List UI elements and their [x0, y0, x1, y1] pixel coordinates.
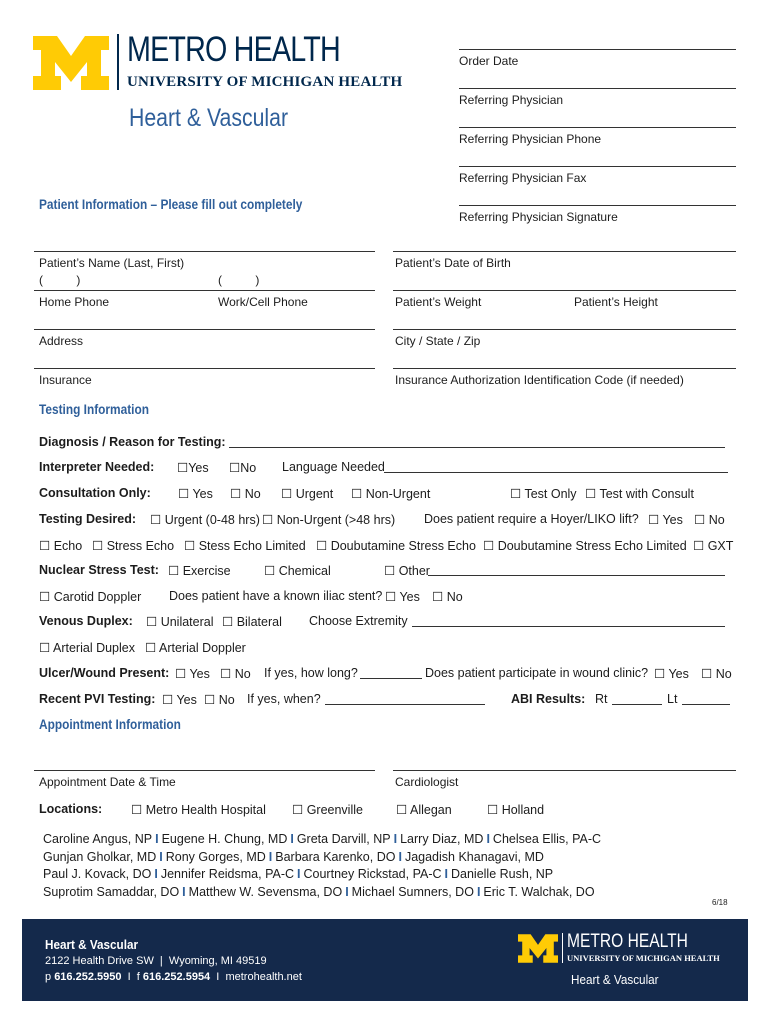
order-date-label: Order Date [459, 54, 519, 68]
when-label: If yes, when? [247, 692, 321, 706]
referring-physician-label: Referring Physician [459, 93, 564, 107]
insurance-label: Insurance [39, 373, 92, 387]
ulcer-yes-checkbox[interactable]: ☐ Yes [175, 667, 210, 681]
provider-name: Gunjan Gholkar, MD [43, 849, 157, 864]
provider-name: Caroline Angus, NP [43, 832, 153, 846]
language-field[interactable] [384, 460, 728, 473]
hoyer-no-checkbox[interactable]: ☐ No [694, 513, 725, 527]
loc-metro-checkbox[interactable]: ☐ Metro Health Hospital [131, 803, 266, 817]
provider-name: Courtney Rickstad, PA-C [303, 867, 442, 881]
test-only-checkbox[interactable]: ☐ Test Only [510, 487, 577, 501]
loc-holland-checkbox[interactable]: ☐ Holland [487, 803, 545, 817]
gxt-label: GXT [707, 539, 734, 553]
iliac-no-label: No [446, 590, 463, 604]
home-phone-label: Home Phone [39, 295, 110, 309]
footer-dept: Heart & Vascular [45, 937, 139, 952]
interpreter-yes-label: Yes [188, 461, 209, 475]
bilateral-label: Bilateral [236, 615, 282, 629]
doubutamine-limited-label: Doubutamine Stress Echo Limited [497, 539, 687, 553]
providers-row: Gunjan Gholkar, MD I Rony Gorges, MD I Barbara Karenko, DO I Jagadish Khanagavi, MD [43, 849, 544, 864]
exercise-checkbox[interactable]: ☐ Exercise [168, 564, 231, 578]
venous-label: Venous Duplex: [39, 614, 133, 628]
wound-no-label: No [715, 667, 732, 681]
urgent-48-label: Urgent (0-48 hrs) [164, 513, 260, 527]
work-phone-label: Work/Cell Phone [218, 295, 308, 309]
gxt-checkbox[interactable]: ☐ GXT [693, 539, 734, 553]
website-link[interactable]: metrohealth.net [225, 971, 302, 983]
provider-name: Danielle Rush, NP [451, 867, 554, 881]
provider-name: Greta Darvill, NP [296, 832, 391, 846]
patient-name-label: Patient’s Name (Last, First) [39, 256, 185, 270]
hoyer-no-label: No [708, 513, 725, 527]
footer-logo [518, 932, 738, 997]
consultation-yes-label: Yes [192, 487, 213, 501]
stess-echo-limited-checkbox[interactable]: ☐ Stess Echo Limited [184, 539, 306, 553]
city-state-zip-label: City / State / Zip [395, 334, 481, 348]
logo-subtitle: UNIVERSITY OF MICHIGAN HEALTH [127, 74, 403, 90]
testing-section-title: Testing Information [39, 402, 149, 417]
hoyer-question: Does patient require a Hoyer/LIKO lift? [424, 512, 639, 526]
iliac-yes-label: Yes [399, 590, 420, 604]
home-phone-paren: ( ) [39, 273, 81, 287]
consultation-no-label: No [244, 487, 261, 501]
provider-name: Paul J. Kovack, DO [43, 867, 152, 881]
phone-number: 616.252.5950 [54, 971, 122, 983]
wound-no-checkbox[interactable]: ☐ No [701, 667, 732, 681]
test-with-consult-label: Test with Consult [599, 487, 694, 501]
arterial-duplex-label: Arterial Duplex [53, 641, 135, 655]
loc-greenville-label: Greenville [306, 803, 363, 817]
footer [22, 919, 748, 1001]
echo-label: Echo [53, 539, 83, 553]
pvi-yes-label: Yes [176, 693, 197, 707]
diagnosis-label: Diagnosis / Reason for Testing: [39, 435, 226, 449]
abi-label: ABI Results: [511, 692, 586, 706]
carotid-label: Carotid Doppler [53, 590, 142, 604]
stress-echo-checkbox[interactable]: ☐ Stress Echo [92, 539, 175, 553]
language-label: Language Needed [282, 460, 385, 474]
pvi-label: Recent PVI Testing: [39, 692, 156, 706]
arterial-doppler-checkbox[interactable]: ☐ Arterial Doppler [145, 641, 246, 655]
provider-name: Jagadish Khanagavi, MD [404, 849, 544, 864]
iliac-question: Does patient have a known iliac stent? [169, 589, 383, 603]
unilateral-label: Unilateral [160, 615, 214, 629]
provider-name: Chelsea Ellis, PA-C [492, 832, 602, 846]
stess-echo-limited-label: Stess Echo Limited [198, 539, 306, 553]
footer-address: 2122 Health Drive SW | Wyoming, MI 49519 [45, 955, 267, 967]
abi-rt-label: Rt [595, 692, 608, 706]
extremity-label: Choose Extremity [309, 614, 408, 628]
consultation-no-checkbox[interactable]: ☐ No [230, 487, 261, 501]
provider-name: Eric T. Walchak, DO [483, 884, 595, 899]
iliac-no-checkbox[interactable]: ☐ No [432, 590, 463, 604]
ulcer-no-label: No [234, 667, 251, 681]
when-field[interactable] [325, 692, 485, 705]
footer-logo-dept: Heart & Vascular [571, 972, 659, 987]
loc-holland-label: Holland [501, 803, 545, 817]
referring-physician-fax-label: Referring Physician Fax [459, 171, 587, 185]
chemical-label: Chemical [278, 564, 331, 578]
urgent-48-checkbox[interactable]: ☐ Urgent (0-48 hrs) [150, 513, 260, 527]
doubutamine-limited-checkbox[interactable]: ☐ Doubutamine Stress Echo Limited [483, 539, 687, 553]
patient-section-title: Patient Information – Please fill out completely [39, 197, 303, 212]
wound-yes-checkbox[interactable]: ☐ Yes [654, 667, 689, 681]
exercise-label: Exercise [182, 564, 231, 578]
abi-lt-label: Lt [667, 692, 678, 706]
bilateral-checkbox[interactable]: ☐ Bilateral [222, 615, 282, 629]
doubutamine-checkbox[interactable]: ☐ Doubutamine Stress Echo [316, 539, 476, 553]
loc-allegan-label: Allegan [410, 803, 452, 817]
testing-desired-label: Testing Desired: [39, 512, 137, 526]
address-label: Address [39, 334, 84, 348]
metro-health-logo [33, 30, 423, 94]
interpreter-yes-checkbox[interactable]: ☐Yes [177, 461, 209, 475]
consultation-nonurgent-checkbox[interactable]: ☐ Non-Urgent [351, 487, 431, 501]
loc-greenville-checkbox[interactable]: ☐ Greenville [292, 803, 363, 817]
wound-yes-label: Yes [668, 667, 689, 681]
interpreter-label: Interpreter Needed: [39, 460, 155, 474]
cardiologist-label: Cardiologist [395, 775, 459, 789]
consultation-yes-checkbox[interactable]: ☐ Yes [178, 487, 213, 501]
fax-label: f [136, 971, 140, 983]
consultation-nonurgent-label: Non-Urgent [365, 487, 431, 501]
provider-name: Suprotim Samaddar, DO [43, 884, 180, 899]
ulcer-no-checkbox[interactable]: ☐ No [220, 667, 251, 681]
work-phone-paren: ( ) [218, 273, 260, 287]
other-label: Other [398, 564, 430, 578]
footer-logo-subtitle: UNIVERSITY OF MICHIGAN HEALTH [567, 953, 720, 963]
version-label: 6/18 [712, 898, 728, 907]
ulcer-yes-label: Yes [189, 667, 210, 681]
abi-lt-field[interactable] [682, 692, 730, 705]
providers-row: Suprotim Samaddar, DO I Matthew W. Sevensma, DO I Michael Sumners, DO I Eric T. Walchak, DO [43, 884, 595, 899]
referring-physician-signature-label: Referring Physician Signature [459, 210, 618, 224]
block-m-icon [518, 934, 558, 963]
consultation-urgent-label: Urgent [295, 487, 334, 501]
footer-contact: p 616.252.5950 I f 616.252.5954 I metrohealth.net [45, 971, 302, 983]
chemical-checkbox[interactable]: ☐ Chemical [264, 564, 331, 578]
how-long-field[interactable] [360, 666, 422, 679]
consultation-urgent-checkbox[interactable]: ☐ Urgent [281, 487, 334, 501]
block-m-icon [33, 36, 109, 90]
providers-row: Paul J. Kovack, DO I Jennifer Reidsma, PA-C I Courtney Rickstad, PA-C I Danielle Rush, NP [43, 867, 554, 881]
arterial-doppler-label: Arterial Doppler [159, 641, 246, 655]
provider-name: Barbara Karenko, DO [275, 849, 396, 864]
abi-rt-field[interactable] [612, 692, 662, 705]
arterial-duplex-checkbox[interactable]: ☐ Arterial Duplex [39, 641, 135, 655]
how-long-label: If yes, how long? [264, 666, 358, 680]
patient-height-label: Patient’s Height [574, 295, 658, 309]
providers-row: Caroline Angus, NP I Eugene H. Chung, MD I Greta Darvill, NP I Larry Diaz, MD I Chelsea Ellis, PA-C [43, 832, 602, 846]
fax-number: 616.252.5954 [142, 971, 211, 983]
echo-checkbox[interactable]: ☐ Echo [39, 539, 83, 553]
doubutamine-label: Doubutamine Stress Echo [330, 539, 476, 553]
loc-allegan-checkbox[interactable]: ☐ Allegan [396, 803, 452, 817]
appointment-section-title: Appointment Information [39, 717, 181, 732]
provider-name: Eugene H. Chung, MD [161, 832, 288, 846]
test-with-consult-checkbox[interactable]: ☐ Test with Consult [585, 487, 694, 501]
logo-title: METRO HEALTH [127, 30, 340, 69]
footer-logo-title: METRO HEALTH [567, 931, 688, 952]
provider-name: Michael Sumners, DO [351, 884, 474, 899]
provider-name: Matthew W. Sevensma, DO [188, 884, 343, 899]
non-urgent-48-label: Non-Urgent (>48 hrs) [276, 513, 396, 527]
providers-list [43, 831, 601, 901]
pvi-no-label: No [218, 693, 235, 707]
hoyer-yes-label: Yes [662, 513, 683, 527]
department-title: Heart & Vascular [129, 104, 289, 132]
provider-name: Rony Gorges, MD [165, 849, 266, 864]
iliac-yes-checkbox[interactable]: ☐ Yes [385, 590, 420, 604]
auth-code-label: Insurance Authorization Identification Code (if needed) [395, 373, 684, 387]
ulcer-label: Ulcer/Wound Present: [39, 666, 170, 680]
interpreter-no-label: No [240, 461, 257, 475]
provider-name: Jennifer Reidsma, PA-C [160, 867, 295, 881]
loc-metro-label: Metro Health Hospital [145, 803, 266, 817]
pvi-no-checkbox[interactable]: ☐ No [204, 693, 235, 707]
nuclear-label: Nuclear Stress Test: [39, 563, 159, 577]
consultation-label: Consultation Only: [39, 486, 151, 500]
locations-label: Locations: [39, 802, 103, 816]
wound-clinic-question: Does patient participate in wound clinic? [425, 666, 649, 680]
patient-weight-label: Patient’s Weight [395, 295, 482, 309]
stress-echo-label: Stress Echo [106, 539, 175, 553]
unilateral-checkbox[interactable]: ☐ Unilateral [146, 615, 214, 629]
pvi-yes-checkbox[interactable]: ☐ Yes [162, 693, 197, 707]
diagnosis-field[interactable] [229, 435, 725, 448]
patient-dob-label: Patient’s Date of Birth [395, 256, 511, 270]
non-urgent-48-checkbox[interactable]: ☐ Non-Urgent (>48 hrs) [262, 513, 396, 527]
phone-label: p [45, 971, 52, 983]
hoyer-yes-checkbox[interactable]: ☐ Yes [648, 513, 683, 527]
other-checkbox[interactable]: ☐ Other [384, 564, 430, 578]
referring-physician-phone-label: Referring Physician Phone [459, 132, 602, 146]
provider-name: Larry Diaz, MD [400, 832, 484, 846]
extremity-field[interactable] [412, 614, 725, 627]
carotid-checkbox[interactable]: ☐ Carotid Doppler [39, 590, 142, 604]
other-field[interactable] [428, 563, 725, 576]
appointment-date-label: Appointment Date & Time [39, 775, 176, 789]
test-only-label: Test Only [524, 487, 577, 501]
interpreter-no-checkbox[interactable]: ☐No [229, 461, 257, 475]
